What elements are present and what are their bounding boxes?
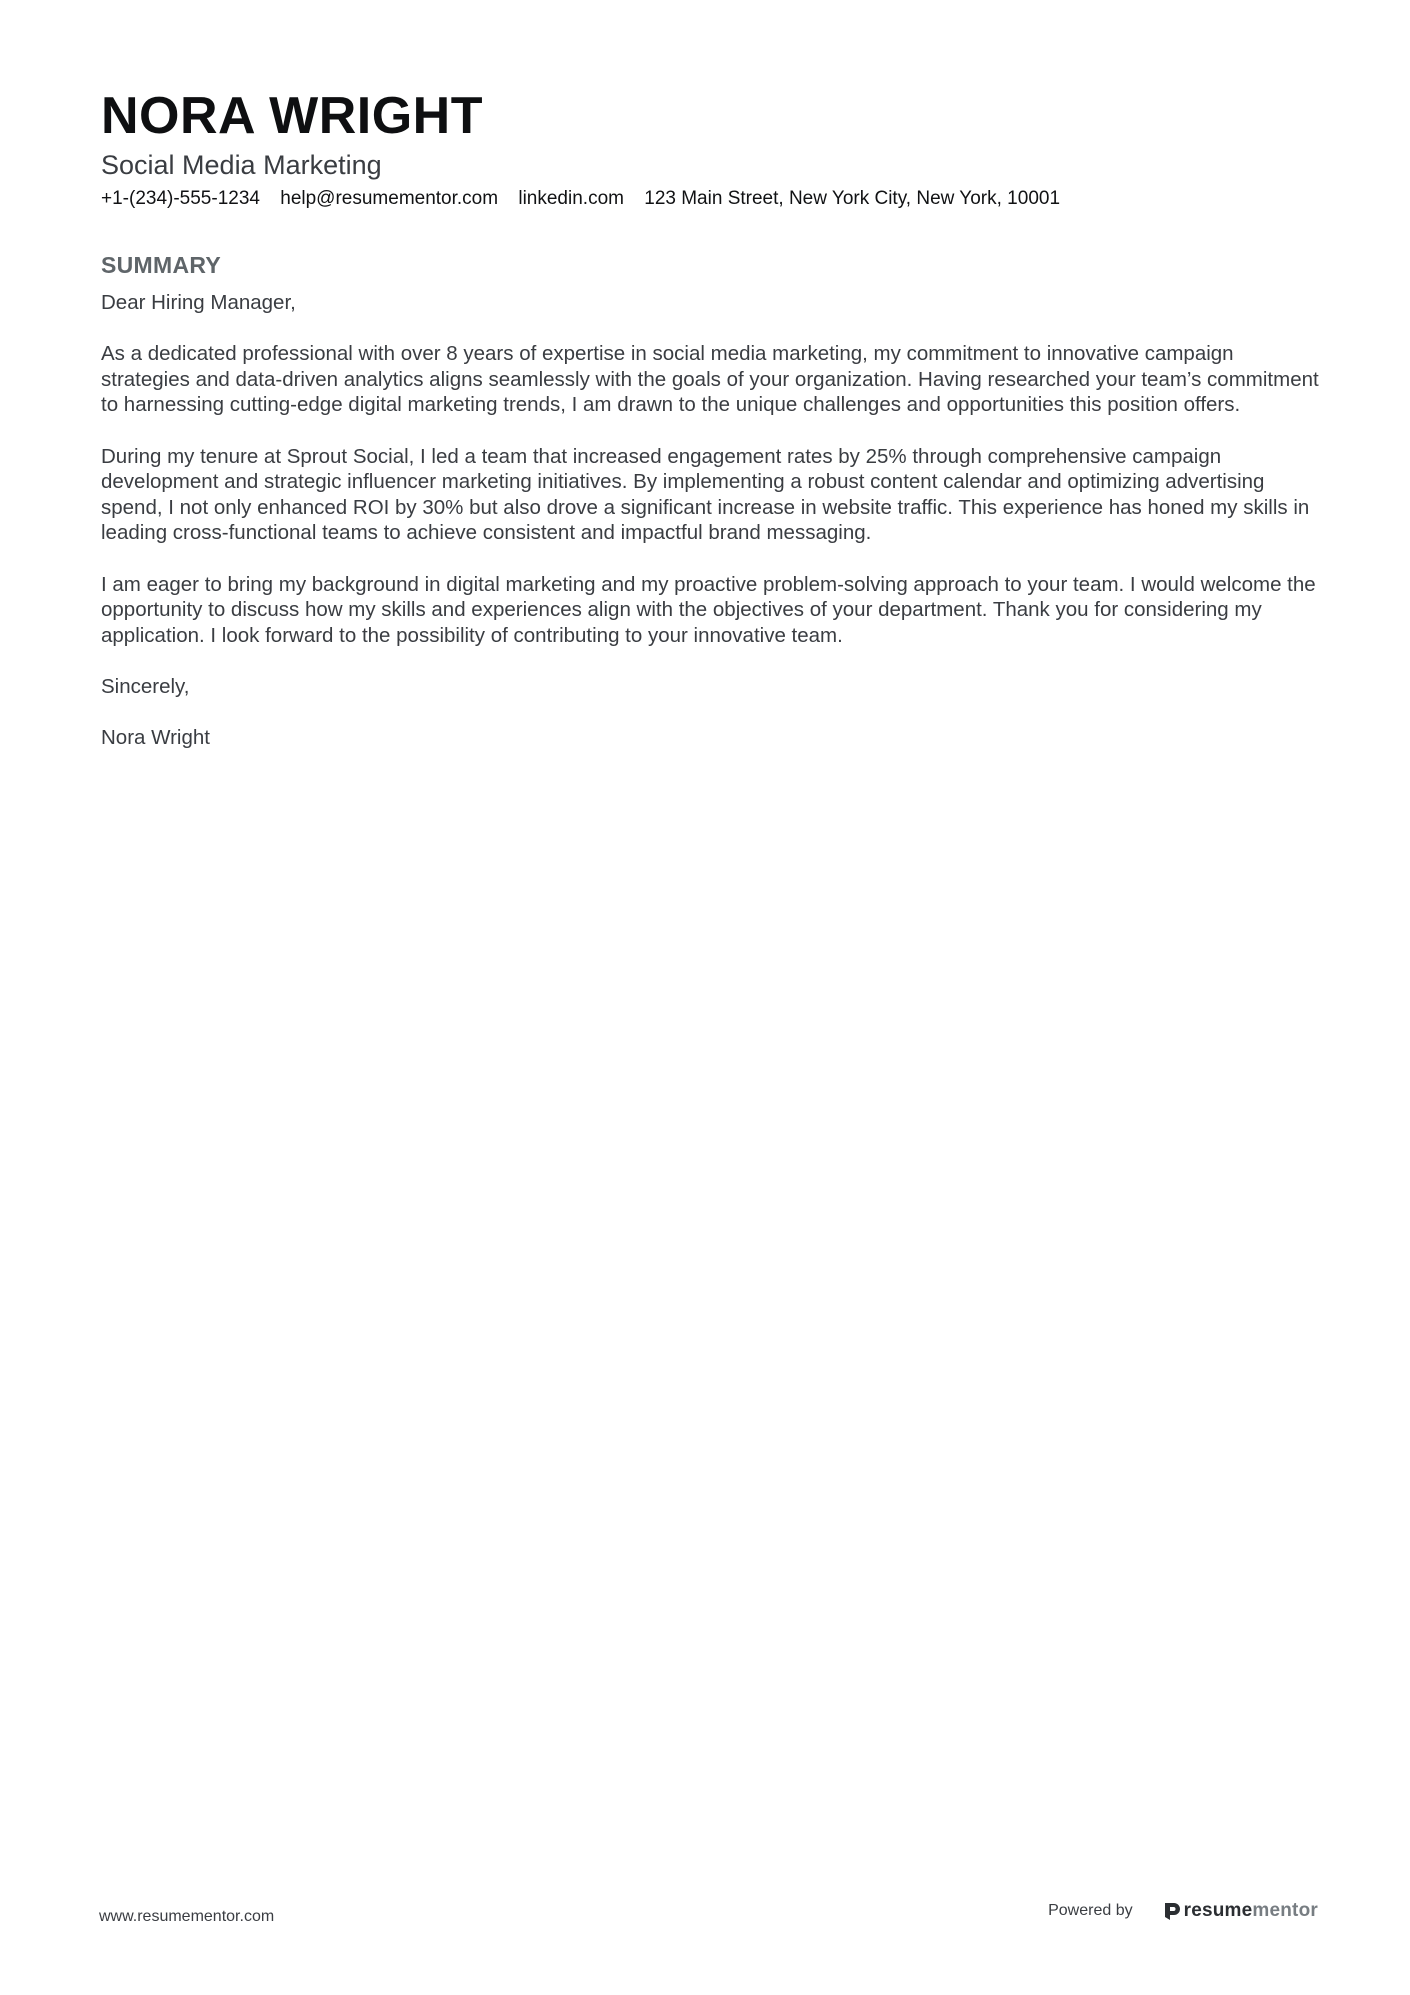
paragraph-1: As a dedicated professional with over 8 years of expertise in social media marketing, my commitment to innovative campaign strategies and data-driven analytics aligns seamlessly with the goals of your organization. Having researched your team’s commitment to harnessing cutting-edge digital marketing trends, I am drawn to the unique challenges and opportunities this position offers. (101, 342, 1319, 417)
contact-address: 123 Main Street, New York City, New York, 10001 (644, 188, 1061, 209)
brand-wordmark-resume: resume (1183, 1900, 1253, 1921)
footer-branding (1048, 1900, 1318, 1922)
closing: Sincerely, (101, 674, 190, 698)
contact-email: help@resumementor.com (280, 188, 499, 209)
footer-website-link[interactable]: www.resumementor.com (99, 1908, 275, 1925)
contact-phone: +1-(234)-555-1234 (101, 188, 260, 209)
paragraph-2: During my tenure at Sprout Social, I led a team that increased engagement rates by 25% through comprehensive campaign development and strategic influencer marketing initiatives. By implementing a robust content calendar and optimizing advertising spend, I not only enhanced ROI by 30% but also drove a significant increase in website traffic. This experience has honed my skills in leading cross-functional teams to achieve consistent and impactful brand messaging. (101, 444, 1310, 545)
brand-wordmark (1184, 1900, 1318, 1922)
powered-by-label: Powered by (1048, 1902, 1133, 1919)
greeting: Dear Hiring Manager, (101, 291, 296, 314)
resumementor-logo-icon (1163, 1901, 1181, 1921)
brand-wordmark-mentor: mentor (1252, 1900, 1318, 1921)
signature: Nora Wright (101, 726, 210, 750)
job-title: Social Media Marketing (101, 150, 382, 180)
section-heading: SUMMARY (101, 252, 222, 278)
contact-linkedin: linkedin.com (518, 188, 624, 209)
header (101, 84, 1321, 212)
contact-line (101, 186, 1321, 212)
paragraph-3: I am eager to bring my background in digital marketing and my proactive problem-solving approach to your team. I would welcome the opportunity to discuss how my skills and experiences align with the objectives of your department. Thank you for considering my application. I look forward to the possibility of contributing to your innovative team. (101, 572, 1316, 647)
summary-section (101, 250, 1321, 776)
brand-logo[interactable] (1163, 1900, 1318, 1922)
candidate-name: NORA WRIGHT (101, 87, 483, 145)
